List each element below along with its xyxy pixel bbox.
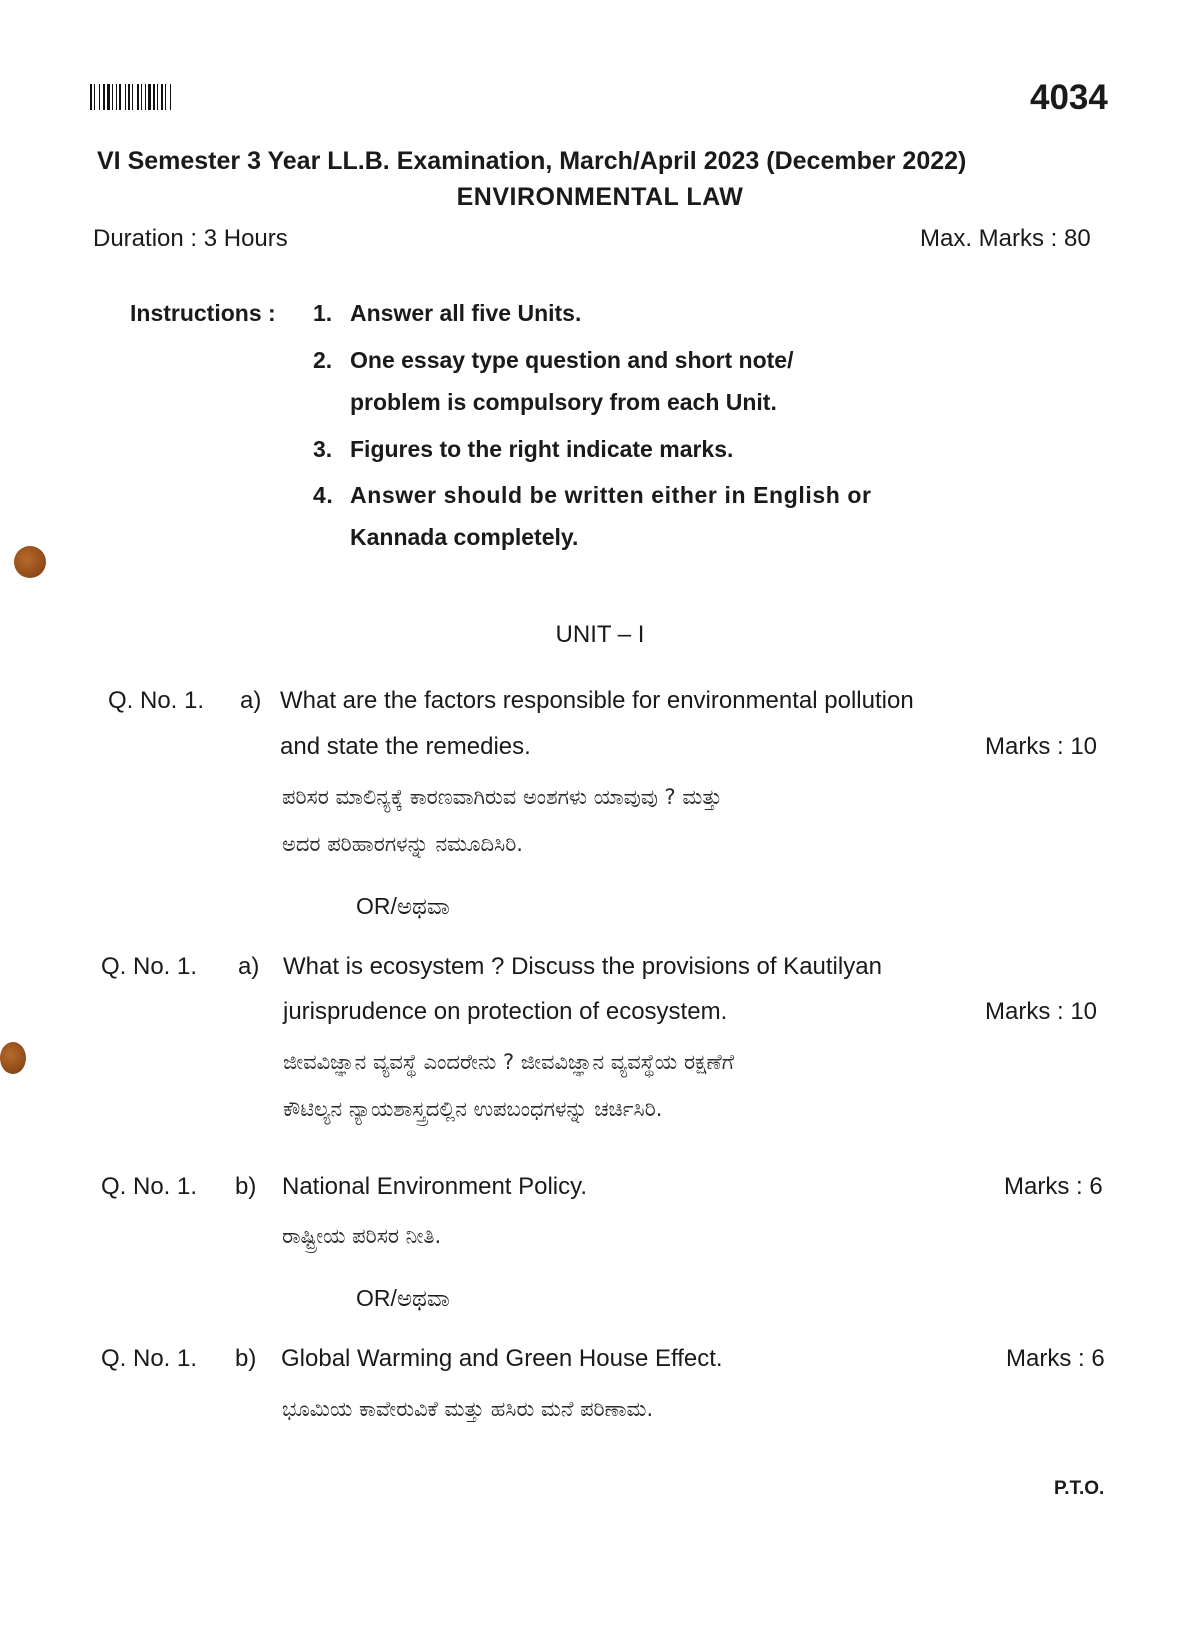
question-part: a) xyxy=(240,687,262,714)
barcode-bar xyxy=(90,84,92,110)
pto-note: P.T.O. xyxy=(1054,1478,1105,1499)
barcode xyxy=(90,84,232,110)
or-separator: OR/ಅಥವಾ xyxy=(356,1285,450,1311)
instruction-text: problem is compulsory from each Unit. xyxy=(350,389,777,415)
question-kannada: ಪರಿಸರ ಮಾಲಿನ್ಯಕ್ಕೆ ಕಾರಣವಾಗಿರುವ ಅಂಶಗಳು ಯಾವುವು ? ಮತ್ತು xyxy=(282,785,722,809)
instruction-number: 1. xyxy=(313,300,333,326)
instruction-text: Kannada completely. xyxy=(350,524,579,550)
question-number: Q. No. 1. xyxy=(101,1173,198,1200)
barcode-bar xyxy=(141,84,142,110)
question-number: Q. No. 1. xyxy=(101,953,198,980)
instruction-number: 3. xyxy=(313,436,333,462)
barcode-bar xyxy=(132,84,133,110)
barcode-bar xyxy=(119,84,121,110)
unit-heading: UNIT – I xyxy=(555,621,645,648)
punch-hole xyxy=(14,546,46,578)
barcode-bar xyxy=(107,84,110,110)
barcode-bar xyxy=(170,84,171,110)
question-text: jurisprudence on protection of ecosystem. xyxy=(283,998,728,1025)
barcode-bar xyxy=(112,84,113,110)
question-kannada: ಕೌಟಿಲ್ಯನ ನ್ಯಾಯಶಾಸ್ತ್ರದಲ್ಲಿನ ಉಪಬಂಧಗಳನ್ನು ಚರ್ಚಿಸಿರಿ. xyxy=(283,1097,663,1121)
instructions-label: Instructions : xyxy=(130,300,276,326)
instruction-number: 2. xyxy=(313,347,333,373)
instruction-text: Figures to the right indicate marks. xyxy=(350,436,734,462)
question-marks: Marks : 10 xyxy=(985,733,1098,760)
question-part: b) xyxy=(235,1345,257,1372)
barcode-bar xyxy=(165,84,166,110)
question-part: a) xyxy=(238,953,260,980)
or-separator: OR/ಅಥವಾ xyxy=(356,893,450,919)
barcode-bar xyxy=(157,84,158,110)
question-kannada: ರಾಷ್ಟ್ರೀಯ ಪರಿಸರ ನೀತಿ. xyxy=(282,1224,442,1248)
question-text: What is ecosystem ? Discuss the provisions of Kautilyan xyxy=(283,953,882,980)
max-marks: Max. Marks : 80 xyxy=(920,225,1091,252)
barcode-bar xyxy=(125,84,126,110)
question-kannada: ಭೂಮಿಯ ಕಾವೇರುವಿಕೆ ಮತ್ತು ಹಸಿರು ಮನೆ ಪರಿಣಾಮ. xyxy=(282,1397,654,1421)
barcode-bar xyxy=(161,84,163,110)
question-text: Global Warming and Green House Effect. xyxy=(281,1345,723,1372)
exam-title: VI Semester 3 Year LL.B. Examination, March/April 2023 (December 2022) xyxy=(97,147,967,175)
instruction-text: Answer should be written either in English or xyxy=(350,482,872,508)
question-kannada: ಅದರ ಪರಿಹಾರಗಳನ್ನು ನಮೂದಿಸಿರಿ. xyxy=(282,832,523,856)
barcode-bar xyxy=(94,84,95,110)
question-text: National Environment Policy. xyxy=(282,1173,588,1200)
question-text: What are the factors responsible for environmental pollution xyxy=(280,687,914,714)
question-marks: Marks : 10 xyxy=(985,998,1098,1025)
instruction-text: Answer all five Units. xyxy=(350,300,582,326)
barcode-bar xyxy=(128,84,130,110)
instruction-text: One essay type question and short note/ xyxy=(350,347,794,373)
barcode-bar xyxy=(103,84,105,110)
punch-hole xyxy=(0,1042,26,1074)
question-marks: Marks : 6 xyxy=(1006,1345,1105,1372)
subject-title: ENVIRONMENTAL LAW xyxy=(456,183,744,211)
barcode-bar xyxy=(99,84,100,110)
barcode-bar xyxy=(148,84,151,110)
barcode-bar xyxy=(137,84,139,110)
question-marks: Marks : 6 xyxy=(1004,1173,1103,1200)
barcode-bar xyxy=(145,84,146,110)
question-part: b) xyxy=(235,1173,257,1200)
barcode-bar xyxy=(116,84,117,110)
question-number: Q. No. 1. xyxy=(108,687,205,714)
question-kannada: ಜೀವವಿಜ್ಞಾನ ವ್ಯವಸ್ಥೆ ಎಂದರೇನು ? ಜೀವವಿಜ್ಞಾನ ವ್ಯವಸ್ಥೆಯ ರಕ್ಷಣೆಗೆ xyxy=(283,1050,734,1074)
barcode-bar xyxy=(153,84,155,110)
paper-code: 4034 xyxy=(1030,78,1108,117)
instruction-number: 4. xyxy=(313,482,334,508)
question-text: and state the remedies. xyxy=(280,733,531,760)
duration: Duration : 3 Hours xyxy=(93,225,288,252)
question-number: Q. No. 1. xyxy=(101,1345,198,1372)
